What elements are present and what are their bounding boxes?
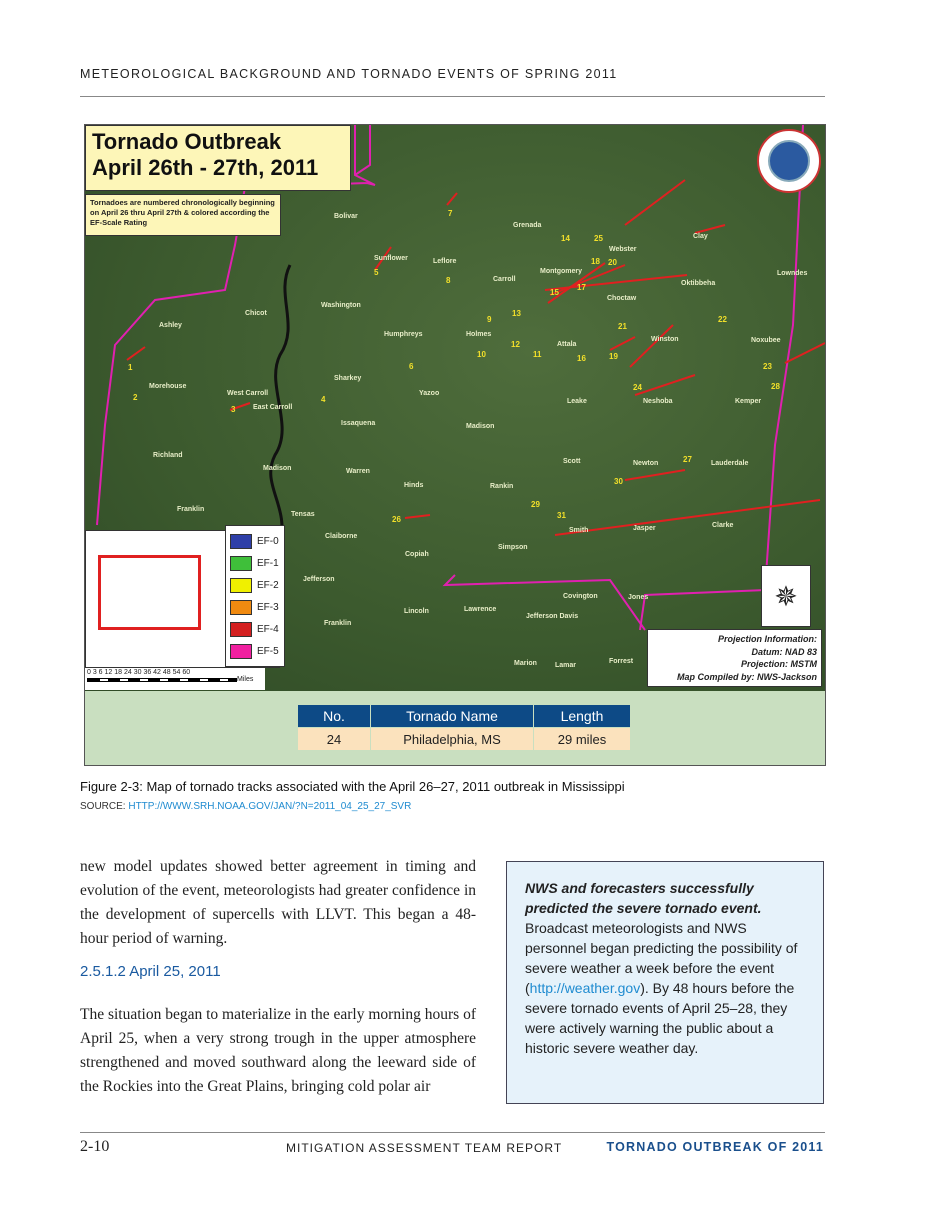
county-label: Choctaw (607, 295, 637, 302)
county-label: Holmes (466, 331, 492, 338)
legend-item (230, 640, 280, 662)
page-number: 2-10 (80, 1138, 110, 1155)
legend-swatch (230, 644, 252, 659)
county-label: Jasper (633, 525, 656, 532)
county-label: Newton (633, 460, 659, 467)
track-number: 22 (718, 315, 727, 324)
track-number: 5 (374, 268, 379, 277)
map-title (85, 125, 351, 191)
county-label: Grenada (513, 222, 542, 229)
nws-logo-emblem (768, 140, 810, 182)
track-number: 6 (409, 362, 414, 371)
callout-text: Broadcast meteorologists and NWS personnel began predicting the possibility of severe weather a week before the event ( (525, 920, 798, 996)
county-label: Richland (153, 452, 183, 459)
county-label: Jefferson Davis (526, 613, 579, 620)
projection-line: Map Compiled by: NWS-Jackson (676, 671, 817, 682)
legend-label: EF-2 (257, 579, 279, 591)
legend-item (230, 552, 280, 574)
track-number: 15 (550, 288, 559, 297)
map-image (85, 125, 826, 691)
legend-item (230, 574, 280, 596)
col-header-length: Length (534, 705, 630, 727)
footer-rule (80, 1132, 825, 1133)
col-header-no: No. (298, 705, 370, 727)
track-number: 21 (618, 322, 627, 331)
track-number: 1 (128, 363, 133, 372)
county-label: Lincoln (404, 608, 429, 615)
footer-report-title: MITIGATION ASSESSMENT TEAM REPORT (286, 1141, 563, 1155)
legend-label: EF-4 (257, 623, 279, 635)
legend-swatch (230, 622, 252, 637)
source-link[interactable]: HTTP://WWW.SRH.NOAA.GOV/JAN/?N=2011_04_25_27_SVR (128, 801, 412, 812)
track-number: 23 (763, 362, 772, 371)
legend-swatch (230, 578, 252, 593)
county-label: Jefferson (303, 576, 335, 583)
county-label: Bolivar (334, 213, 358, 220)
county-label: Humphreys (384, 331, 423, 338)
legend-swatch (230, 600, 252, 615)
county-label: Winston (651, 336, 679, 343)
track-number: 10 (477, 350, 486, 359)
county-label: Hinds (404, 482, 424, 489)
county-label: Smith (569, 527, 589, 534)
county-label: Marion (514, 660, 537, 667)
track-number: 3 (231, 405, 236, 414)
section-heading: 2.5.1.2 April 25, 2011 (80, 963, 221, 980)
track-number: 18 (591, 257, 600, 266)
county-label: Jones (628, 594, 649, 601)
legend-item (230, 618, 280, 640)
county-label: Ashley (159, 322, 182, 329)
map-note: Tornadoes are numbered chronologically beginning on April 26 thru April 27th & colored according the EF-Scale Rating (85, 194, 281, 236)
track-number: 28 (771, 382, 780, 391)
track-number: 7 (448, 209, 453, 218)
track-number: 24 (633, 383, 642, 392)
county-label: Clarke (712, 522, 734, 529)
county-label: Attala (557, 341, 577, 348)
figure-source (80, 801, 411, 812)
track-number: 29 (531, 500, 540, 509)
track-number: 30 (614, 477, 623, 486)
track-number: 14 (561, 234, 570, 243)
county-label: Issaquena (341, 420, 376, 427)
county-label: Morehouse (149, 383, 187, 390)
county-label: Sharkey (334, 375, 362, 382)
county-label: Madison (466, 423, 495, 430)
track-number: 31 (557, 511, 566, 520)
county-label: Covington (563, 593, 598, 600)
weather-gov-link[interactable]: http://weather.gov (529, 980, 641, 996)
county-label: Sunflower (374, 255, 408, 262)
county-label: Noxubee (751, 337, 781, 344)
source-label: SOURCE: (80, 801, 129, 812)
county-label: West Carroll (227, 390, 269, 397)
body-paragraph: new model updates showed better agreement in timing and evolution of the event, meteorologists had greater confidence in the development of supercells with LLVT. This began a 48-hour period of warning. (80, 858, 476, 947)
figure-caption: Figure 2-3: Map of tornado tracks associated with the April 26–27, 2011 outbreak in Mississippi (80, 779, 625, 794)
projection-line: Projection: MSTM (741, 659, 817, 669)
county-label: Lawrence (464, 606, 497, 613)
county-label: Washington (321, 302, 361, 309)
col-header-name: Tornado Name (371, 705, 533, 727)
running-head: METEOROLOGICAL BACKGROUND AND TORNADO EVENTS OF SPRING 2011 (80, 67, 618, 81)
locator-frame (98, 555, 201, 630)
tornado-map-figure (84, 124, 826, 766)
county-label: Franklin (177, 506, 205, 513)
county-label: Lamar (555, 662, 577, 669)
ef-scale-legend (225, 525, 285, 667)
projection-line: Datum: NAD 83 (751, 646, 817, 657)
legend-item (230, 530, 280, 552)
track-number: 26 (392, 515, 401, 524)
footer-report-brand: TORNADO OUTBREAK OF 2011 (606, 1140, 824, 1154)
callout-text: ). By 48 hours before the severe tornado events of April 25–28, they were actively warning the public about a historic severe weather day. (525, 980, 795, 1056)
county-label: Carroll (493, 276, 516, 283)
track-number: 27 (683, 455, 692, 464)
projection-line: Projection Information: (718, 634, 817, 644)
cell-length: 29 miles (534, 728, 630, 750)
track-number: 11 (533, 350, 542, 359)
county-label: Oktibbeha (681, 280, 716, 287)
callout-heading: NWS and forecasters successfully predicted the severe tornado event. (525, 880, 762, 916)
county-label: Montgomery (540, 268, 582, 275)
cell-no: 24 (298, 728, 370, 750)
county-label: Lauderdale (711, 460, 749, 467)
track-number: 20 (608, 258, 617, 267)
county-label: Madison (263, 465, 292, 472)
track-number: 4 (321, 395, 326, 404)
nws-logo (757, 129, 821, 193)
legend-label: EF-3 (257, 601, 279, 613)
county-label: Clay (693, 233, 708, 240)
county-label: Warren (346, 468, 370, 475)
county-label: Neshoba (643, 398, 673, 405)
map-title-line2: April 26th - 27th, 2011 (92, 155, 319, 180)
county-label: Scott (563, 458, 581, 465)
county-label: Chicot (245, 310, 267, 317)
cell-name: Philadelphia, MS (371, 728, 533, 750)
track-number: 12 (511, 340, 520, 349)
legend-swatch (230, 556, 252, 571)
legend-swatch (230, 534, 252, 549)
scale-ticks: 0 3 6 12 18 24 30 36 42 48 54 60 (87, 669, 191, 676)
county-label: Leflore (433, 258, 457, 265)
legend-label: EF-5 (257, 645, 279, 657)
callout-box (506, 861, 824, 1104)
body-column (80, 855, 476, 1099)
county-label: Kemper (735, 398, 762, 405)
county-label: Franklin (324, 620, 352, 627)
projection-info (647, 629, 822, 687)
scale-bar (85, 668, 265, 690)
county-label: Claiborne (325, 533, 358, 540)
legend-label: EF-1 (257, 557, 279, 569)
scale-unit: Miles (237, 676, 254, 683)
legend-item (230, 596, 280, 618)
track-number: 9 (487, 315, 492, 324)
track-number: 2 (133, 393, 138, 402)
header-rule (80, 96, 825, 97)
track-number: 19 (609, 352, 618, 361)
track-number: 16 (577, 354, 586, 363)
county-label: East Carroll (253, 404, 293, 411)
county-label: Webster (609, 246, 637, 253)
county-label: Forrest (609, 658, 634, 665)
county-label: Yazoo (419, 390, 440, 397)
track-number: 13 (512, 309, 521, 318)
legend-label: EF-0 (257, 535, 279, 547)
compass-rose-icon: ✵ (761, 565, 811, 627)
track-number: 8 (446, 276, 451, 285)
county-label: Simpson (498, 544, 528, 551)
tornado-table (297, 704, 631, 751)
track-number: 25 (594, 234, 603, 243)
table-row (298, 728, 630, 750)
body-paragraph: The situation began to materialize in the early morning hours of April 25, when a very strong trough in the upper atmosphere strengthened and moved southward along the leeward side of the Rockies into the Great Plains, bringing cold polar air (80, 1006, 476, 1095)
map-title-line1: Tornado Outbreak (92, 129, 282, 154)
county-label: Rankin (490, 483, 514, 490)
track-number: 17 (577, 283, 586, 292)
county-label: Tensas (291, 511, 315, 518)
county-label: Lowndes (777, 270, 808, 277)
county-label: Copiah (405, 551, 429, 558)
county-label: Leake (567, 398, 587, 405)
